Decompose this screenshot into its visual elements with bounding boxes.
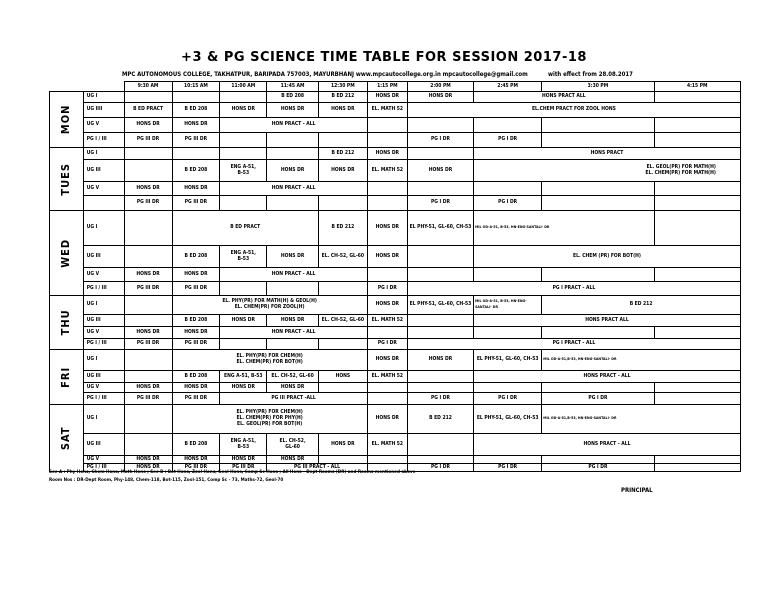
slot: HONS DR <box>407 92 473 103</box>
slot: HONS PRACT ALL <box>474 315 741 327</box>
day-label-wed <box>50 211 84 296</box>
slot <box>474 296 542 315</box>
row-label: UG I <box>83 148 124 160</box>
time-header: 11:00 AM <box>220 82 267 92</box>
slot: B ED 208 <box>267 92 319 103</box>
slot: B ED 212 <box>542 296 741 315</box>
slot: HONS DR <box>172 383 220 393</box>
room-text: GL-60 <box>285 443 300 450</box>
slot: EL.CHEM PRACT FOR ZOOL HONS <box>407 103 740 118</box>
slot: HONS DR <box>267 456 319 464</box>
row-label: PG I / III <box>83 393 124 405</box>
slot: HONS DR <box>407 350 473 371</box>
slot: HONS DR <box>367 296 407 315</box>
slot: B ED 212 <box>318 148 367 160</box>
slot: HONS DR <box>318 103 367 118</box>
slot: B ED 208 <box>172 246 220 268</box>
slot: PG I DR <box>407 393 473 405</box>
slot: PG III DR <box>172 133 220 148</box>
slot: PG III DR <box>124 282 172 296</box>
slot: PG III PRACT - ALL <box>267 464 368 472</box>
day-label-text: FRI <box>59 366 73 388</box>
slot: EL PHY-51, GL-60, CH-53 <box>474 350 542 371</box>
slot: EL. CH-52, GL-60 <box>267 371 319 383</box>
row-label: UG III <box>83 371 124 383</box>
timetable <box>49 81 768 472</box>
slot: PG III DR <box>220 464 267 472</box>
slot: ENG A-51, B-53 <box>220 371 267 383</box>
row-label: UG V <box>83 456 124 464</box>
row-label: UG I <box>83 296 124 315</box>
slot: HON PRACT - ALL <box>220 182 367 196</box>
slot: B ED 208 <box>172 434 220 456</box>
table-row <box>50 148 768 160</box>
table-row <box>50 315 768 327</box>
slot-line: EL. PHY(PR) FOR CHEM(H) <box>236 353 303 360</box>
table-row <box>50 196 768 211</box>
slot: PG III PRACT -ALL <box>220 393 367 405</box>
table-row <box>50 405 768 434</box>
slot: HONS DR <box>267 160 319 182</box>
slot: PG I DR <box>474 133 542 148</box>
slot: PG III DR <box>124 133 172 148</box>
table-row <box>50 160 768 182</box>
slot: HONS PRACT <box>474 148 741 160</box>
slot: B ED 212 <box>318 92 367 103</box>
slot: PG III DR <box>172 196 220 211</box>
day-label-thu <box>50 296 84 350</box>
table-row <box>50 133 768 148</box>
row-label: UG III <box>83 246 124 268</box>
slot: HONS DR <box>267 315 319 327</box>
slot: PG III DR <box>172 282 220 296</box>
slot: HONS DR <box>124 118 172 133</box>
table-row <box>50 456 768 464</box>
slot: HONS DR <box>220 383 267 393</box>
table-row <box>50 339 768 350</box>
slot: HONS DR <box>172 456 220 464</box>
slot: PG III DR <box>124 393 172 405</box>
day-label-text: SAT <box>59 426 73 450</box>
slot: PG I DR <box>474 393 542 405</box>
slot: HONS DR <box>367 405 407 434</box>
day-label-sat <box>50 405 84 472</box>
table-row <box>50 371 768 383</box>
slot: HONS PRACT ALL <box>474 92 655 103</box>
slot <box>220 246 267 268</box>
blank-label-header <box>83 82 124 92</box>
row-label <box>83 196 124 211</box>
row-label: UG V <box>83 327 124 339</box>
slot <box>172 296 367 315</box>
slot: EL. MATH 52 <box>367 103 407 118</box>
slot-text: MIL OD-A-51, B-53, HN-ENG-SANTALI- DR <box>475 299 527 309</box>
slot: HONS DR <box>220 456 267 464</box>
time-header: 2:00 PM <box>407 82 473 92</box>
college-address: MPC AUTONOMOUS COLLEGE, TAKHATPUR, BARIPADA 757003, MAYURBHANJ www.mpcautocollege.org.in mpcautocollege@gmail.com <box>122 71 528 78</box>
slot: EL. MATH 52 <box>367 160 407 182</box>
table-row <box>50 393 768 405</box>
slot: B ED 208 <box>172 160 220 182</box>
slot: PG I PRACT - ALL <box>407 282 740 296</box>
slot: B ED PRACT <box>124 103 172 118</box>
time-header: 1:15 PM <box>367 82 407 92</box>
row-label: PG I / III <box>83 282 124 296</box>
slot: HON PRACT - ALL <box>220 268 367 282</box>
slot-line: EL. GEOL(PR) FOR BOT(H) <box>237 420 303 427</box>
slot-line: EL. PHY(PR) FOR MATH(H) & GEOL(H) <box>222 298 317 305</box>
time-header: 2:45 PM <box>474 82 542 92</box>
slot: HONS DR <box>172 182 220 196</box>
day-label-tues <box>50 148 84 211</box>
table-row <box>50 118 768 133</box>
table-row <box>50 182 768 196</box>
slot: PG III DR <box>172 393 220 405</box>
slot: HON PRACT - ALL <box>220 118 367 133</box>
table-row <box>50 246 768 268</box>
slot-line: EL. CHEM(PR) FOR ZOOL(H) <box>234 304 305 310</box>
time-header: 12:30 PM <box>318 82 367 92</box>
slot: HONS DR <box>220 103 267 118</box>
slot <box>220 434 267 456</box>
slot <box>542 405 741 434</box>
slot: PG I DR <box>367 339 407 350</box>
slot: HON PRACT - ALL <box>220 327 367 339</box>
slot <box>474 211 655 246</box>
blank-corner <box>50 82 84 92</box>
slot: EL. CHEM (PR) FOR BOT(H) <box>474 246 741 268</box>
day-label-fri <box>50 350 84 405</box>
row-label: UG I <box>83 211 124 246</box>
principal-signature: PRINCIPAL <box>621 487 653 494</box>
table-row <box>50 350 768 371</box>
row-label: PG I / III <box>83 133 124 148</box>
slot: HONS DR <box>367 350 407 371</box>
footer-sections: Sec-A : Phy Hons, Chem Hons, Math Hons ; Sec-B : Bot Hons, Zool Hons, Geol Hons, Comp Sc Hons ; All Hons - Dept Rooms (DR) and Rooms mentioned above <box>49 470 416 475</box>
slot: PG I DR <box>407 196 473 211</box>
row-label: PG I / III <box>83 339 124 350</box>
slot <box>172 350 367 371</box>
slot: B ED 212 <box>318 211 367 246</box>
slot: HONS DR <box>172 268 220 282</box>
table-row <box>50 211 768 246</box>
slot: HONS DR <box>220 315 267 327</box>
slot <box>542 350 741 371</box>
table-row <box>50 268 768 282</box>
day-label-text: TUES <box>59 162 73 196</box>
slot: PG III DR <box>124 339 172 350</box>
slot-line: EL. CHEM(PR) FOR BOT(H) <box>236 359 303 365</box>
slot: HONS DR <box>124 456 172 464</box>
room-text: B-53 <box>237 255 250 262</box>
table-row <box>50 103 768 118</box>
slot: PG I DR <box>367 282 407 296</box>
slot: HONS DR <box>124 383 172 393</box>
slot: HONS PRACT - ALL <box>474 434 741 456</box>
table-row <box>50 327 768 339</box>
slot: HONS DR <box>367 211 407 246</box>
slot: PG III DR <box>172 464 220 472</box>
slot: EL. MATH 52 <box>367 315 407 327</box>
time-header: 3:30 PM <box>542 82 654 92</box>
slot: HONS DR <box>367 246 407 268</box>
slot: HONS DR <box>318 160 367 182</box>
slot: HONS DR <box>124 327 172 339</box>
effective-date: with effect from 28.08.2017 <box>548 71 633 78</box>
slot: HONS DR <box>267 383 319 393</box>
room-text: B-53 <box>237 169 250 176</box>
row-label: UG III <box>83 160 124 182</box>
room-text: B-53 <box>237 443 250 450</box>
slot: PG I DR <box>407 464 473 472</box>
row-label: UG I <box>83 350 124 371</box>
slot: HONS DR <box>367 148 407 160</box>
slot: HONS <box>318 371 367 383</box>
row-label: UG V <box>83 182 124 196</box>
slot-line: EL. CHEM(PR) FOR MATH(H) <box>645 169 716 176</box>
slot: EL PHY-51, GL-60, CH-53 <box>407 211 473 246</box>
slot: HONS DR <box>172 118 220 133</box>
slot: EL. MATH 52 <box>367 371 407 383</box>
slot: PG I PRACT - ALL <box>407 339 740 350</box>
room-text: ENG A-51, <box>230 163 257 170</box>
slot-text: MIL OD-A-51, B-53, HN-ENG-SANTALI- DR <box>475 225 550 230</box>
slot: HONS DR <box>267 103 319 118</box>
time-header: 11:45 AM <box>267 82 319 92</box>
slot: HONS PRACT - ALL <box>474 371 741 383</box>
slot: B ED 208 <box>172 103 220 118</box>
row-label: UG I <box>83 405 124 434</box>
room-text: ENG A-51, <box>230 437 257 444</box>
time-header: 10:15 AM <box>172 82 220 92</box>
slot: B ED 212 <box>407 405 473 434</box>
room-text: ENG A-51, <box>230 249 257 256</box>
time-header-row <box>50 82 768 92</box>
row-label: UG V <box>83 268 124 282</box>
table-row <box>50 383 768 393</box>
day-label-text: MON <box>59 104 73 135</box>
slot: HONS DR <box>407 160 473 182</box>
slot: HONS DR <box>124 464 172 472</box>
slot: HONS DR <box>367 92 407 103</box>
table-row <box>50 296 768 315</box>
slot: PG I DR <box>542 393 654 405</box>
slot: EL PHY-51, GL-60, CH-53 <box>407 296 473 315</box>
slot: HONS DR <box>267 246 319 268</box>
day-label-text: WED <box>59 238 73 268</box>
slot: EL. CH-52, GL-60 <box>318 246 367 268</box>
slot: PG I DR <box>542 464 654 472</box>
slot: EL. MATH 52 <box>367 434 407 456</box>
slot: B ED 208 <box>172 315 220 327</box>
slot <box>220 160 267 182</box>
table-row <box>50 282 768 296</box>
slot: PG III DR <box>172 339 220 350</box>
slot: B ED PRACT <box>172 211 318 246</box>
slot: HONS DR <box>124 182 172 196</box>
row-label: UG III <box>83 434 124 456</box>
row-label: UG I <box>83 92 124 103</box>
row-label: UG III <box>83 315 124 327</box>
slot: HONS DR <box>172 327 220 339</box>
day-label-mon <box>50 92 84 148</box>
row-label: PG I / III <box>83 464 124 472</box>
room-text: EL. CH-52, <box>279 437 306 444</box>
slot <box>267 434 319 456</box>
slot: PG I DR <box>474 464 542 472</box>
slot: B ED 208 <box>172 371 220 383</box>
row-label: UG IIII <box>83 103 124 118</box>
slot-line: EL. GEOL(PR) FOR MATH(H) <box>646 163 716 170</box>
slot: PG I DR <box>407 133 473 148</box>
time-header: 4:15 PM <box>654 82 740 92</box>
page-title: +3 & PG SCIENCE TIME TABLE FOR SESSION 2017-18 <box>181 50 587 65</box>
slot <box>172 405 367 434</box>
slot: EL. CH-52, GL-60 <box>318 315 367 327</box>
row-label: UG V <box>83 118 124 133</box>
table-row <box>50 434 768 456</box>
slot-text: MIL OD-A-51,B-53, HN-ENG-SANTALI- DR <box>543 357 617 362</box>
row-label: UG V <box>83 383 124 393</box>
day-label-text: THU <box>59 309 73 336</box>
slot: PG I DR <box>474 196 542 211</box>
slot: PG III DR <box>124 196 172 211</box>
slot: EL PHY-51, GL-60, CH-53 <box>474 405 542 434</box>
time-header: 9:30 AM <box>124 82 172 92</box>
slot <box>474 160 741 182</box>
footer-rooms: Room Nos : DR-Dept Room, Phy-148, Chem-118, Bot-115, Zool-151, Comp Sc - 73, Maths-72, Geol-70 <box>49 478 284 483</box>
slot: HONS DR <box>124 268 172 282</box>
slot-line: EL. CHEM(PR) FOR PHY(H) <box>236 415 303 422</box>
slot: HONS DR <box>318 434 367 456</box>
table-row <box>50 92 768 103</box>
slot-text: MIL OD-A-51,B-53, HN-ENG-SANTALI- DR <box>543 416 617 421</box>
slot-line: EL. PHY(PR) FOR CHEM(H) <box>236 409 303 416</box>
